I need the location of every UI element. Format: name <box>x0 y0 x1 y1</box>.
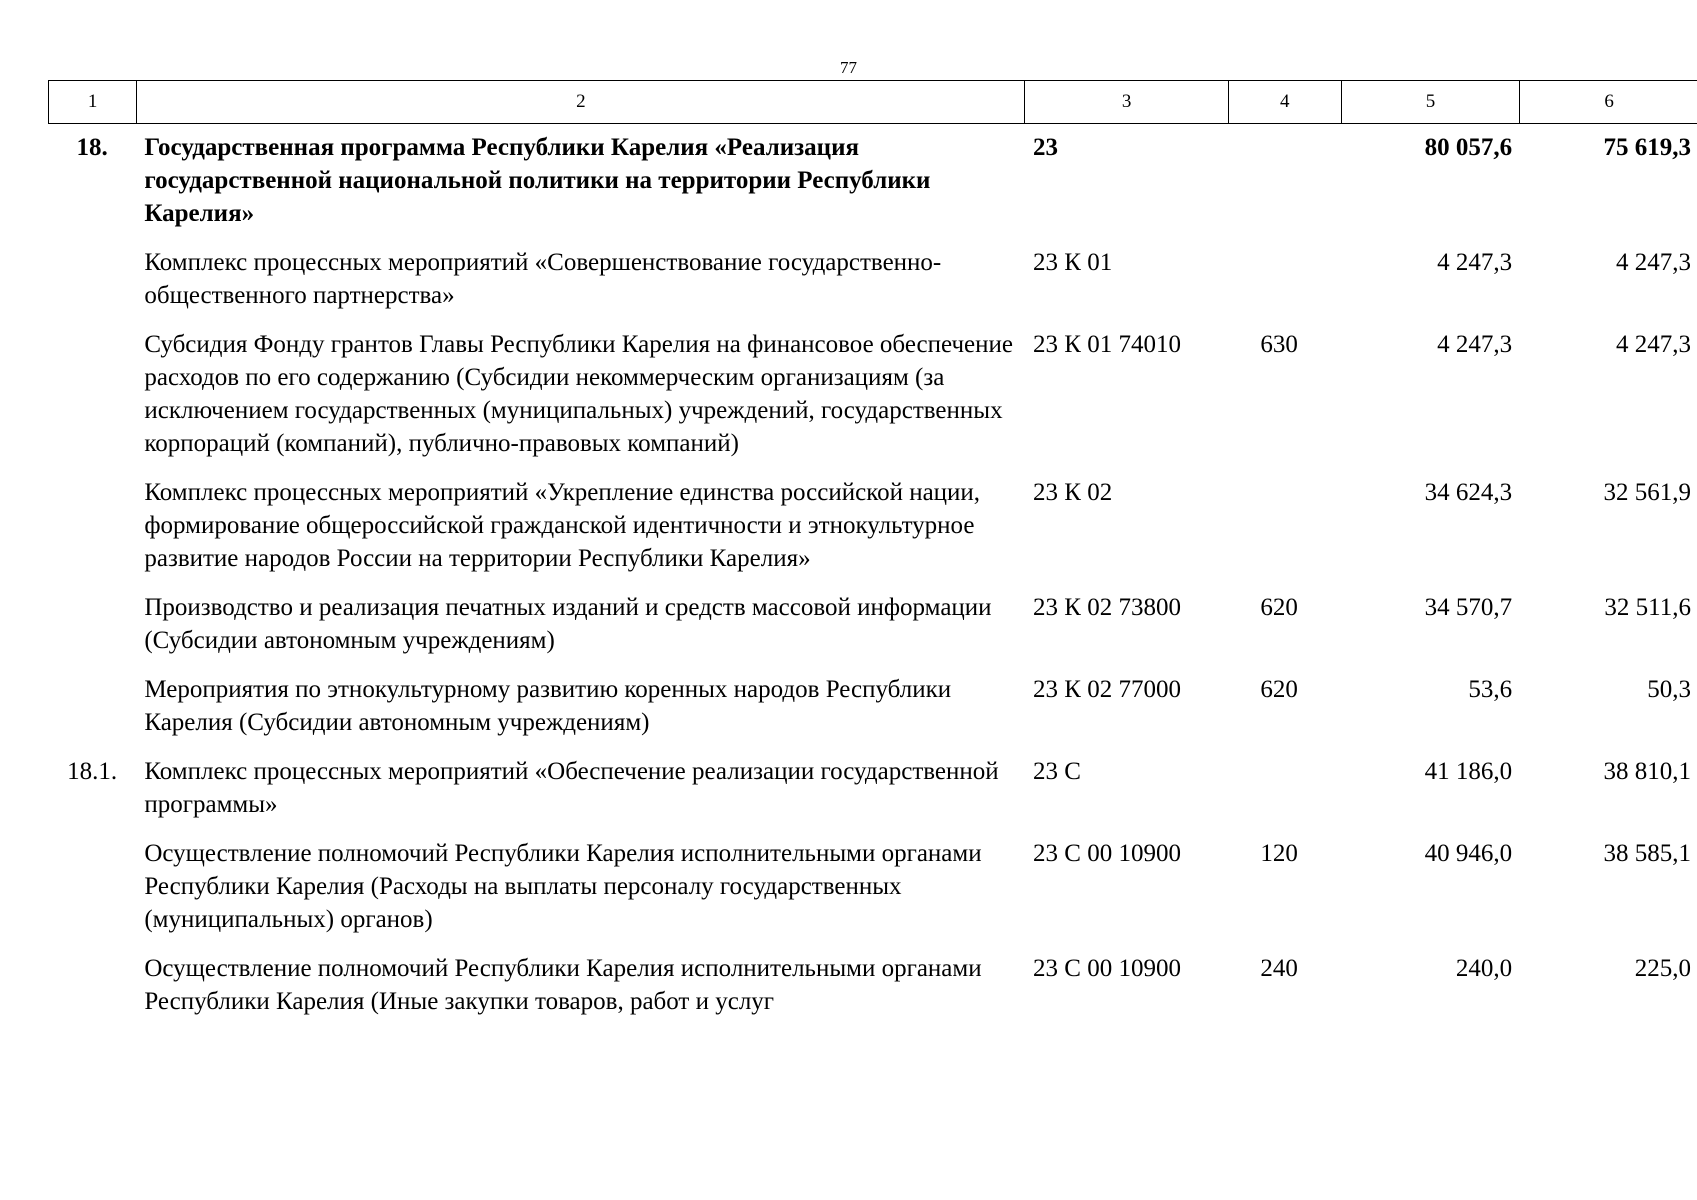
row-number-cell: 18. <box>76 134 108 161</box>
row-number-cell <box>48 952 136 1034</box>
row-expense-type-cell: 120 <box>1260 840 1298 867</box>
row-code-cell: 23 К 02 <box>1033 479 1113 506</box>
table-row <box>48 673 1697 755</box>
row-expense-type-cell <box>1228 755 1341 837</box>
row-code-cell: 23 С <box>1033 758 1081 785</box>
row-amount-col6-cell: 4 247,3 <box>1616 331 1691 358</box>
table-row <box>48 837 1697 952</box>
row-expense-type-cell: 620 <box>1260 594 1298 621</box>
row-expense-type-cell: 620 <box>1260 676 1298 703</box>
row-name-cell: Осуществление полномочий Республики Карелия исполнительными органами Республики Карелия (Расходы на выплаты персоналу государственных (муниципальных) органов) <box>144 840 982 933</box>
column-header-cell: 1 <box>49 81 137 124</box>
row-number-cell <box>48 328 136 476</box>
row-number-cell <box>48 246 136 328</box>
row-number-cell <box>48 476 136 591</box>
row-code-cell: 23 С 00 10900 <box>1033 955 1181 982</box>
column-header-cell: 4 <box>1228 81 1341 124</box>
row-amount-col6-cell: 38 585,1 <box>1603 840 1691 867</box>
row-amount-col5-cell: 4 247,3 <box>1437 249 1513 276</box>
row-expense-type-cell <box>1228 476 1341 591</box>
row-amount-col6-cell: 75 619,3 <box>1603 134 1691 161</box>
row-amount-col6-cell: 225,0 <box>1634 955 1691 982</box>
table-row <box>48 952 1697 1034</box>
row-amount-col6-cell: 32 511,6 <box>1604 594 1691 621</box>
row-expense-type-cell <box>1228 131 1341 246</box>
table-row <box>48 328 1697 476</box>
row-amount-col6-cell: 50,3 <box>1647 676 1691 703</box>
row-code-cell: 23 С 00 10900 <box>1033 840 1181 867</box>
column-header-table <box>48 80 1697 124</box>
column-header-cell: 2 <box>137 81 1025 124</box>
row-number-cell: 18.1. <box>67 758 118 785</box>
row-amount-col5-cell: 34 624,3 <box>1424 479 1513 506</box>
budget-table-body <box>48 131 1697 1034</box>
table-row <box>48 591 1697 673</box>
row-name-cell: Комплекс процессных мероприятий «Обеспечение реализации государственной программы» <box>144 758 999 818</box>
row-name-cell: Осуществление полномочий Республики Карелия исполнительными органами Республики Карелия (Иные закупки товаров, работ и услуг <box>144 955 982 1015</box>
row-expense-type-cell <box>1228 246 1341 328</box>
table-row <box>48 246 1697 328</box>
row-amount-col5-cell: 34 570,7 <box>1424 594 1513 621</box>
row-amount-col5-cell: 40 946,0 <box>1424 840 1513 867</box>
row-expense-type-cell: 240 <box>1260 955 1298 982</box>
row-number-cell <box>48 837 136 952</box>
column-header-cell: 5 <box>1341 81 1520 124</box>
row-number-cell <box>48 673 136 755</box>
row-number-cell <box>48 591 136 673</box>
row-amount-col5-cell: 53,6 <box>1468 676 1513 703</box>
row-name-cell: Комплекс процессных мероприятий «Укрепление единства российской нации, формирование общероссийской гражданской идентичности и этнокультурное развитие народов России на территории Республики Карелия» <box>144 479 981 572</box>
row-code-cell: 23 К 01 <box>1033 249 1113 276</box>
row-amount-col5-cell: 240,0 <box>1455 955 1513 982</box>
column-header-cell: 3 <box>1025 81 1228 124</box>
row-amount-col5-cell: 4 247,3 <box>1437 331 1513 358</box>
table-row <box>48 755 1697 837</box>
row-name-cell: Производство и реализация печатных изданий и средств массовой информации (Субсидии автономным учреждениям) <box>144 594 992 654</box>
page-number: 77 <box>840 58 857 77</box>
row-amount-col6-cell: 32 561,9 <box>1603 479 1691 506</box>
row-name-cell: Мероприятия по этнокультурному развитию коренных народов Республики Карелия (Субсидии автономным учреждениям) <box>144 676 952 736</box>
column-header-row <box>49 81 1697 124</box>
row-amount-col6-cell: 38 810,1 <box>1603 758 1691 785</box>
row-expense-type-cell: 630 <box>1260 331 1298 358</box>
row-code-cell: 23 К 01 74010 <box>1033 331 1181 358</box>
table-row <box>48 131 1697 246</box>
row-amount-col5-cell: 41 186,0 <box>1424 758 1513 785</box>
row-name-cell: Субсидия Фонду грантов Главы Республики Карелия на финансовое обеспечение расходов по его содержанию (Субсидии некоммерческим организациям (за исключением государственных (муниципальных) учреждений, государственных корпораций (компаний), публично-правовых компаний) <box>144 331 1014 457</box>
row-code-cell: 23 К 02 77000 <box>1033 676 1181 703</box>
row-code-cell: 23 К 02 73800 <box>1033 594 1181 621</box>
column-header-cell: 6 <box>1520 81 1697 124</box>
row-amount-col6-cell: 4 247,3 <box>1616 249 1691 276</box>
table-row <box>48 476 1697 591</box>
row-name-cell: Комплекс процессных мероприятий «Совершенствование государственно-общественного партнерства» <box>144 249 942 309</box>
row-name-cell: Государственная программа Республики Карелия «Реализация государственной национальной политики на территории Республики Карелия» <box>144 134 931 227</box>
row-amount-col5-cell: 80 057,6 <box>1424 134 1513 161</box>
row-code-cell: 23 <box>1033 134 1059 161</box>
